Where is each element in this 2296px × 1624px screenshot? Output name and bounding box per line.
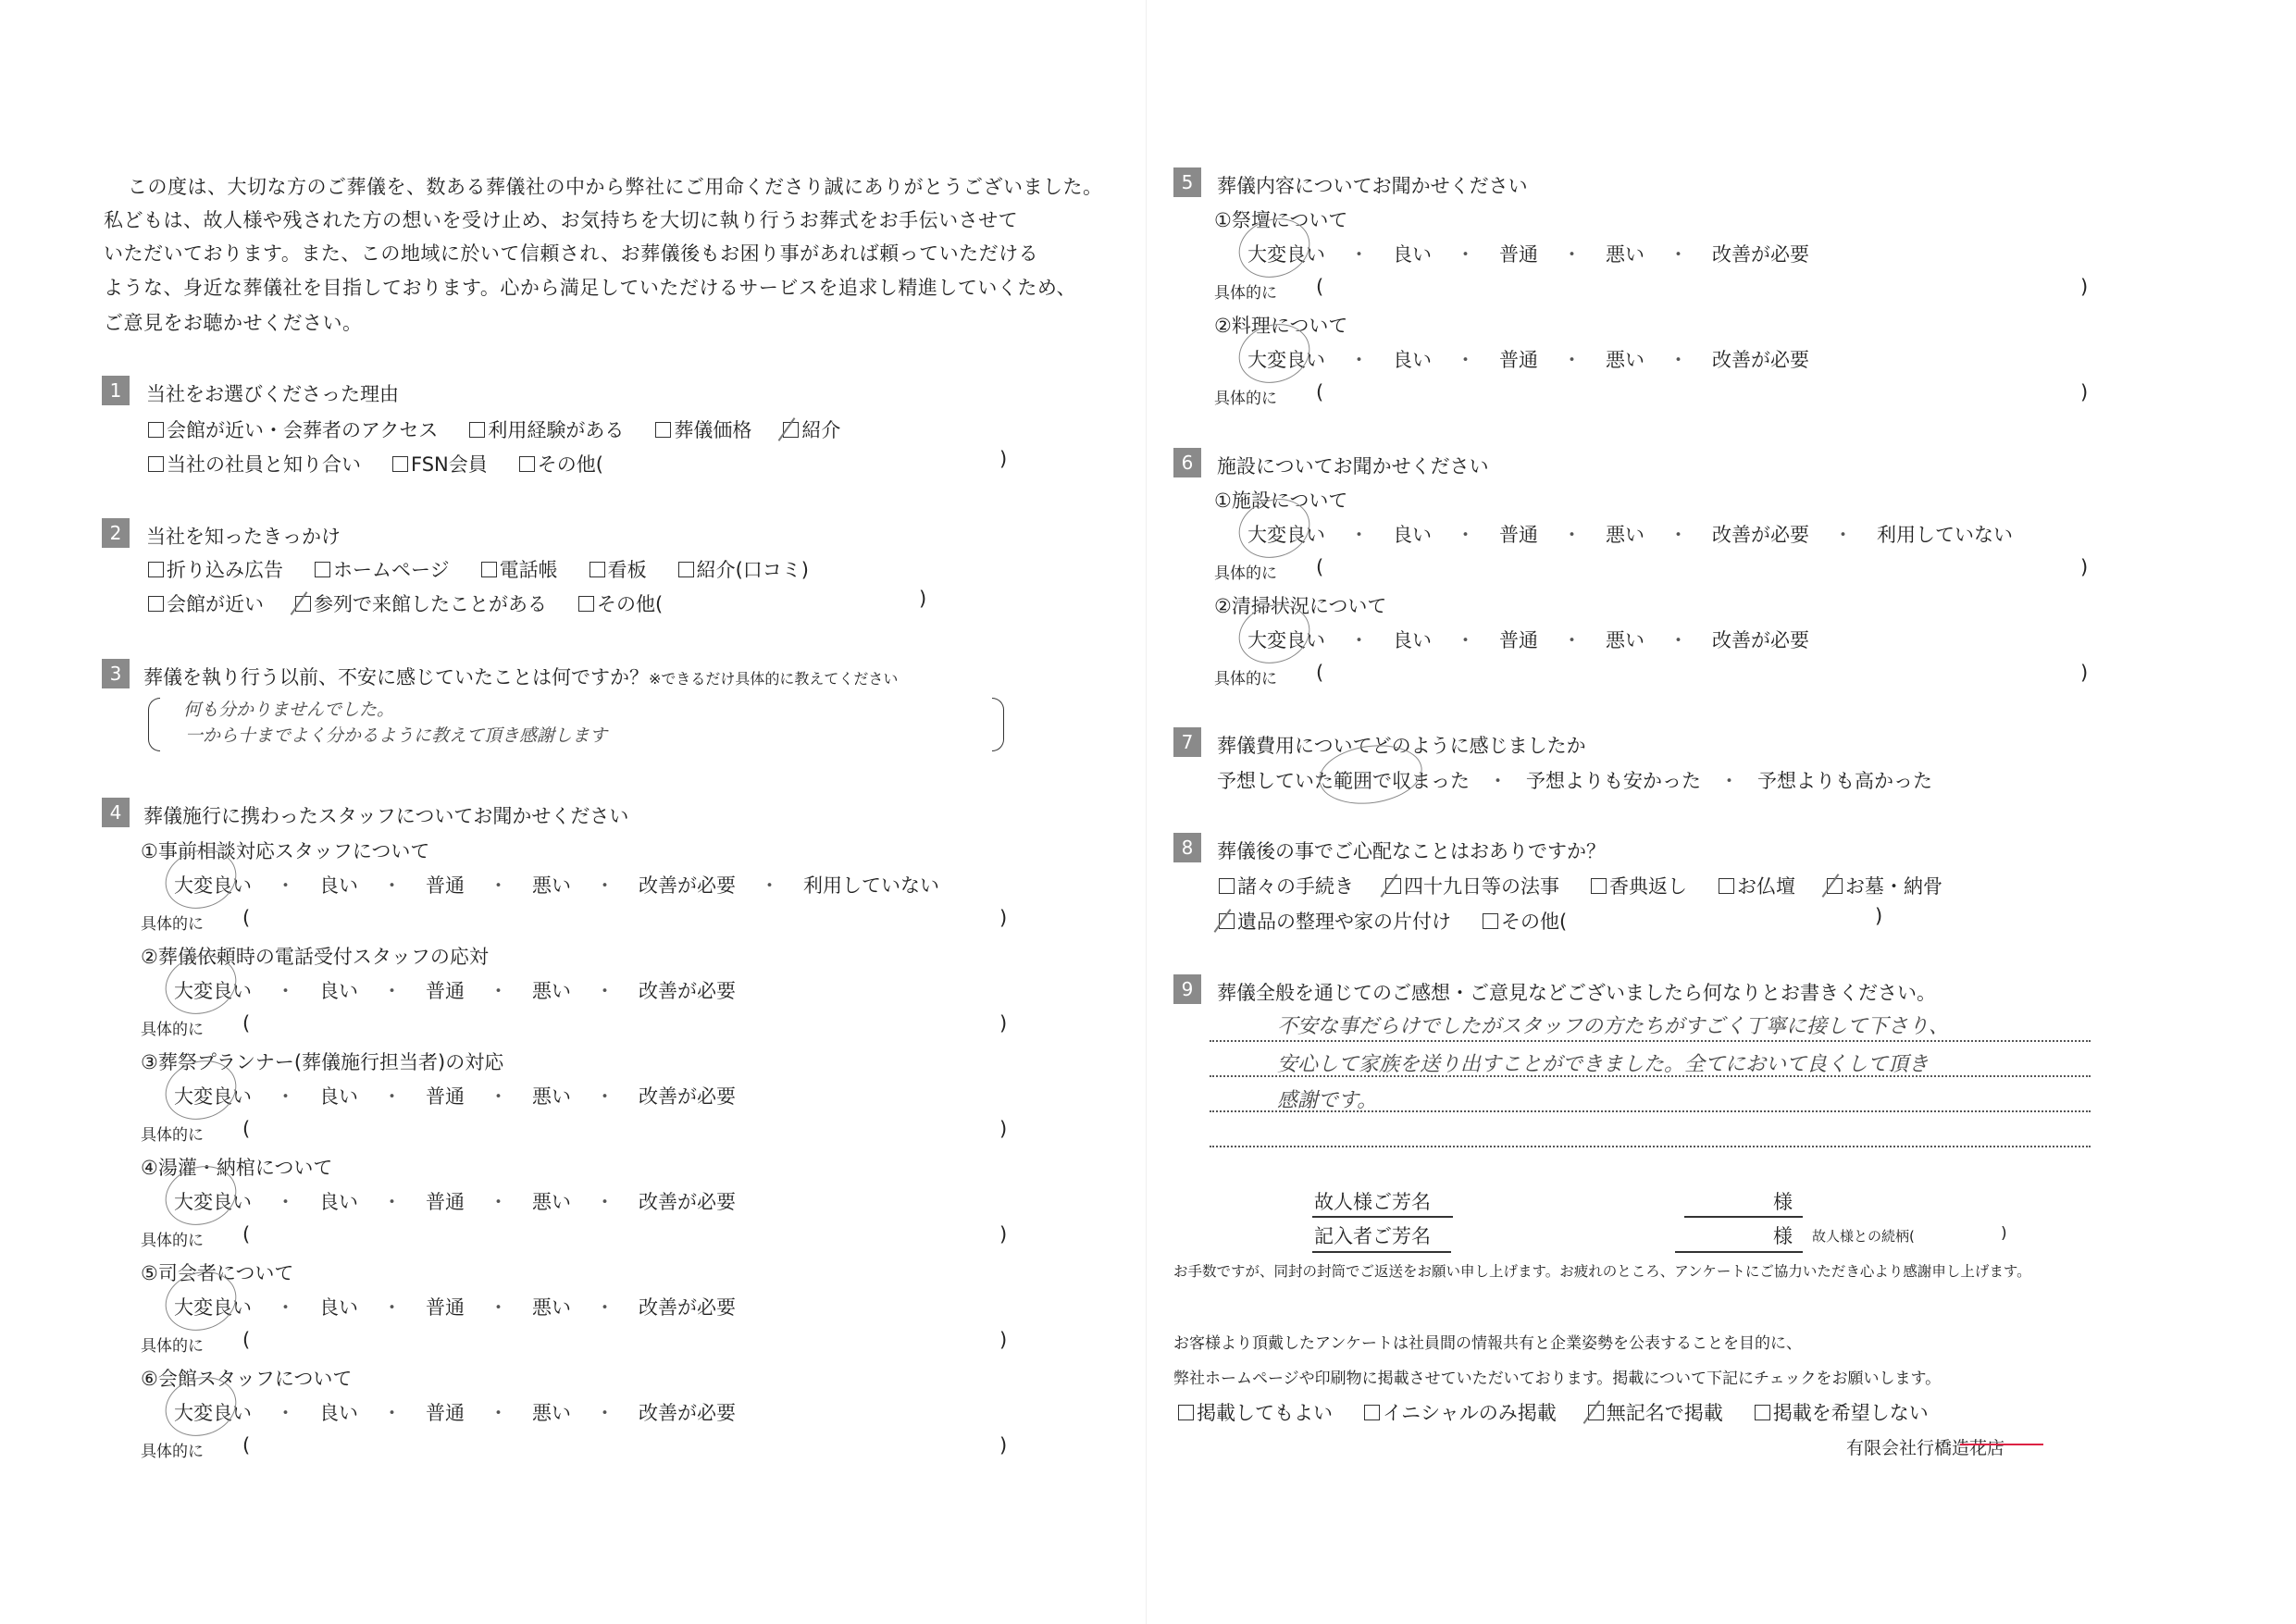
answer-bracket-right bbox=[992, 698, 1004, 751]
comment-line bbox=[1210, 1075, 2091, 1077]
rating-option[interactable]: 改善が必要 bbox=[1712, 243, 1809, 266]
rating-option-selected[interactable]: 大変良い bbox=[1247, 626, 1325, 653]
rating-option[interactable]: 悪い bbox=[1606, 243, 1644, 266]
rating-options: 大変良い ・ 良い ・ 普通 ・ 悪い ・ 改善が必要 bbox=[174, 1293, 736, 1320]
rating-option-selected[interactable]: 大変良い bbox=[1247, 345, 1325, 373]
other-close-paren: ) bbox=[919, 588, 927, 610]
intro-line: ような、身近な葬儀社を目指しております。心から満足していただけるサービスを追求し精進していくため、 bbox=[104, 277, 1076, 299]
rating-option-selected[interactable]: 大変良い bbox=[174, 871, 252, 899]
rating-option-selected[interactable]: 大変良い bbox=[174, 976, 252, 1004]
intro-line: いただいております。また、この地域に於いて信頼され、お葬儀後もお困り事があれば頼っていただける bbox=[104, 242, 1039, 265]
section-number-badge: 2 bbox=[102, 518, 130, 548]
handwritten-answer[interactable]: 何も分かりませんでした。 bbox=[183, 700, 395, 720]
checkbox-icon[interactable] bbox=[1483, 913, 1498, 929]
checkbox-checked-icon[interactable] bbox=[1385, 878, 1401, 894]
rating-option[interactable]: 普通 bbox=[426, 1402, 465, 1424]
rating-item-label: ②葬儀依頼時の電話受付スタッフの応対 bbox=[141, 946, 489, 968]
checkbox-icon[interactable] bbox=[1364, 1405, 1380, 1420]
rating-option[interactable]: 悪い bbox=[532, 1296, 571, 1319]
detail-label: 具体的に bbox=[141, 915, 204, 934]
comment-line bbox=[1210, 1146, 2091, 1147]
rating-option[interactable]: 悪い bbox=[1606, 524, 1644, 546]
relation-close: ) bbox=[2001, 1224, 2007, 1243]
detail-label: 具体的に bbox=[1214, 670, 1277, 688]
rating-option[interactable]: 良い bbox=[1393, 243, 1432, 266]
checkbox-option[interactable]: その他( bbox=[1483, 907, 1567, 935]
return-note: お手数ですが、同封の封筒でご返送をお願い申し上げます。お疲れのところ、アンケートにご協力いただき心より感謝申し上げます。 bbox=[1173, 1263, 2031, 1280]
checkbox-option[interactable]: 四十九日等の法事 bbox=[1385, 872, 1559, 899]
rating-item-label: ④湯灌・納棺について bbox=[141, 1157, 333, 1179]
rating-option[interactable]: 悪い bbox=[1606, 349, 1644, 371]
rating-options: 大変良い ・ 良い ・ 普通 ・ 悪い ・ 改善が必要 bbox=[1247, 626, 1809, 653]
rating-option[interactable]: 改善が必要 bbox=[639, 1191, 736, 1213]
section-title: 当社をお選びくださった理由 bbox=[146, 383, 399, 405]
stamp-mark bbox=[1960, 1444, 2043, 1445]
detail-label: 具体的に bbox=[141, 1021, 204, 1039]
rating-option[interactable]: 良い bbox=[1393, 524, 1432, 546]
rating-option-selected[interactable]: 大変良い bbox=[174, 1082, 252, 1110]
checkbox-option[interactable]: 電話帳 bbox=[481, 555, 558, 583]
checkbox-option[interactable]: 香典返し bbox=[1591, 872, 1687, 899]
rating-options: 大変良い ・ 良い ・ 普通 ・ 悪い ・ 改善が必要 bbox=[1247, 345, 1809, 373]
rating-option-not-used[interactable]: 利用していない bbox=[1877, 524, 2013, 546]
checkbox-option[interactable]: 無記名で掲載 bbox=[1588, 1398, 1723, 1426]
handwritten-comment[interactable]: 安心して家族を送り出すことができました。全てにおいて良くして頂き bbox=[1277, 1053, 1930, 1076]
rating-option[interactable]: 悪い bbox=[532, 874, 571, 897]
rating-item-label: ⑤司会者について bbox=[141, 1262, 294, 1284]
section-number-badge: 1 bbox=[102, 376, 130, 405]
checkbox-icon[interactable] bbox=[392, 456, 408, 472]
section-title: 葬儀後の事でご心配なことはおありですか？ bbox=[1217, 840, 1606, 862]
checkbox-icon[interactable] bbox=[148, 422, 164, 438]
section-number-badge: 6 bbox=[1173, 448, 1201, 477]
checkbox-icon[interactable] bbox=[590, 562, 605, 577]
rating-option[interactable]: 良い bbox=[319, 980, 358, 1002]
writer-name-field[interactable] bbox=[1675, 1251, 1803, 1253]
checkbox-option[interactable]: 参列で来館したことがある bbox=[295, 589, 547, 617]
rating-options: 大変良い ・ 良い ・ 普通 ・ 悪い ・ 改善が必要 bbox=[174, 1398, 736, 1426]
rating-option[interactable]: 普通 bbox=[426, 1085, 465, 1108]
checkbox-icon[interactable] bbox=[315, 562, 330, 577]
comment-line bbox=[1210, 1110, 2091, 1112]
checkbox-option[interactable]: 葬儀価格 bbox=[655, 415, 751, 443]
consent-line: 弊社ホームページや印刷物に掲載させていただいております。掲載について下記にチェックをお願いします。 bbox=[1173, 1370, 1942, 1388]
other-close-paren: ) bbox=[1875, 905, 1883, 927]
section-title: 葬儀費用についてどのように感じましたか bbox=[1217, 735, 1586, 757]
section-title: 葬儀内容についてお聞かせください bbox=[1217, 175, 1528, 197]
detail-label: 具体的に bbox=[141, 1126, 204, 1145]
checkbox-option[interactable]: ホームページ bbox=[315, 555, 450, 583]
comment-line bbox=[1210, 1040, 2091, 1042]
checkbox-option[interactable]: 紹介(口コミ) bbox=[678, 555, 809, 583]
rating-option[interactable]: 普通 bbox=[1499, 524, 1538, 546]
rating-option-not-used[interactable]: 利用していない bbox=[803, 874, 939, 897]
rating-option[interactable]: 悪い bbox=[532, 1402, 571, 1424]
rating-option-selected[interactable]: 大変良い bbox=[174, 1293, 252, 1320]
checkbox-option[interactable]: 看板 bbox=[590, 555, 647, 583]
checkbox-option[interactable]: その他( bbox=[578, 589, 663, 617]
section-number-badge: 8 bbox=[1173, 833, 1201, 862]
checkbox-option[interactable]: イニシャルのみ掲載 bbox=[1364, 1398, 1557, 1426]
rating-option[interactable]: 良い bbox=[319, 1191, 358, 1213]
company-name: 有限会社行橋造花店 bbox=[1846, 1438, 2005, 1458]
detail-label: 具体的に bbox=[1214, 390, 1277, 408]
rating-option[interactable]: 改善が必要 bbox=[1712, 349, 1809, 371]
checkbox-checked-icon[interactable] bbox=[1588, 1405, 1604, 1420]
rating-option[interactable]: 普通 bbox=[426, 874, 465, 897]
rating-option-selected[interactable]: 大変良い bbox=[1247, 520, 1325, 548]
checkbox-option[interactable]: 会館が近い bbox=[148, 589, 264, 617]
checkbox-icon[interactable] bbox=[578, 596, 594, 612]
section-number-badge: 9 bbox=[1173, 974, 1201, 1004]
rating-option-selected[interactable]: 大変良い bbox=[174, 1187, 252, 1215]
section-title: 葬儀を執り行う以前、不安に感じていたことは何ですか？ bbox=[143, 666, 649, 688]
checkbox-option[interactable]: 遺品の整理や家の片付け bbox=[1219, 907, 1451, 935]
rating-options: 大変良い ・ 良い ・ 普通 ・ 悪い ・ 改善が必要 bbox=[174, 976, 736, 1004]
checkbox-icon[interactable] bbox=[519, 456, 535, 472]
rating-item-label: ③葬祭プランナー(葬儀施行担当者)の対応 bbox=[141, 1051, 504, 1073]
intro-line: この度は、大切な方のご葬儀を、数ある葬儀社の中から弊社にご用命くださり誠にありがとうございました。 bbox=[128, 176, 1103, 198]
rating-option[interactable]: 良い bbox=[319, 1085, 358, 1108]
rating-option[interactable]: 普通 bbox=[1499, 629, 1538, 651]
rating-options: 大変良い ・ 良い ・ 普通 ・ 悪い ・ 改善が必要 bbox=[174, 1082, 736, 1110]
rating-options: 大変良い ・ 良い ・ 普通 ・ 悪い ・ 改善が必要 bbox=[174, 1187, 736, 1215]
rating-options: 大変良い ・ 良い ・ 普通 ・ 悪い ・ 改善が必要 ・ 利用していない bbox=[1247, 520, 2013, 548]
rating-options: 大変良い ・ 良い ・ 普通 ・ 悪い ・ 改善が必要 ・ 利用していない bbox=[174, 871, 939, 899]
rating-option[interactable]: 改善が必要 bbox=[639, 1402, 736, 1424]
detail-label: 具体的に bbox=[141, 1443, 204, 1461]
section-number-badge: 3 bbox=[102, 659, 130, 688]
rating-option-selected[interactable]: 大変良い bbox=[1247, 240, 1325, 267]
other-close-paren: ) bbox=[999, 448, 1008, 470]
rating-option[interactable]: 良い bbox=[319, 1402, 358, 1424]
detail-label: 具体的に bbox=[1214, 284, 1277, 303]
checkbox-icon[interactable] bbox=[148, 596, 164, 612]
checkbox-option[interactable]: 紹介 bbox=[783, 415, 840, 443]
checkbox-icon[interactable] bbox=[678, 562, 694, 577]
handwritten-comment[interactable]: 不安な事だらけでしたがスタッフの方たちがすごく丁寧に接して下さり、 bbox=[1277, 1015, 1950, 1038]
checkbox-icon[interactable] bbox=[1178, 1405, 1194, 1420]
checkbox-option[interactable]: 会館が近い・会葬者のアクセス bbox=[148, 415, 438, 443]
cost-option[interactable]: 予想よりも安かった bbox=[1526, 770, 1701, 792]
rating-option[interactable]: 改善が必要 bbox=[1712, 629, 1809, 651]
section-title: 当社を知ったきっかけ bbox=[146, 526, 341, 548]
checkbox-option[interactable]: 諸々の手続き bbox=[1219, 872, 1354, 899]
rating-item-label: ⑥会館スタッフについて bbox=[141, 1368, 353, 1390]
rating-item-label: ②料理について bbox=[1214, 315, 1348, 337]
intro-line: ご意見をお聴かせください。 bbox=[104, 312, 363, 334]
page-fold bbox=[1146, 0, 1147, 1624]
checkbox-option[interactable]: その他( bbox=[519, 450, 603, 477]
checkbox-icon[interactable] bbox=[481, 562, 497, 577]
checkbox-option[interactable]: 掲載を希望しない bbox=[1755, 1398, 1929, 1426]
rating-option[interactable]: 悪い bbox=[1606, 629, 1644, 651]
rating-option[interactable]: 悪い bbox=[532, 1085, 571, 1108]
rating-option[interactable]: 改善が必要 bbox=[639, 1296, 736, 1319]
checkbox-icon[interactable] bbox=[655, 422, 671, 438]
section-title: 葬儀全般を通じてのご感想・ご意見などございましたら何なりとお書きください。 bbox=[1217, 982, 1936, 1004]
rating-option[interactable]: 良い bbox=[319, 1296, 358, 1319]
checkbox-icon[interactable] bbox=[1591, 878, 1607, 894]
rating-option[interactable]: 普通 bbox=[426, 1191, 465, 1213]
writer-name-label: 記入者ご芳名 bbox=[1314, 1225, 1431, 1247]
checkbox-option[interactable]: 折り込み広告 bbox=[148, 555, 283, 583]
answer-bracket-left bbox=[148, 698, 160, 751]
rating-option[interactable]: 悪い bbox=[532, 1191, 571, 1213]
detail-label: 具体的に bbox=[1214, 564, 1277, 583]
handwritten-answer[interactable]: 一から十までよく分かるように教えて頂き感謝します bbox=[185, 725, 608, 746]
checkbox-option[interactable]: 利用経験がある bbox=[469, 415, 624, 443]
deceased-name-label: 故人様ご芳名 bbox=[1314, 1191, 1431, 1213]
checkbox-checked-icon[interactable] bbox=[1219, 913, 1235, 929]
checkbox-option[interactable]: お墓・納骨 bbox=[1827, 872, 1942, 899]
section-number-badge: 4 bbox=[102, 798, 130, 827]
rating-option[interactable]: 改善が必要 bbox=[639, 1085, 736, 1108]
section-title: 葬儀施行に携わったスタッフについてお聞かせください bbox=[143, 805, 629, 827]
checkbox-icon[interactable] bbox=[148, 562, 164, 577]
cost-option[interactable]: 予想よりも高かった bbox=[1757, 770, 1932, 792]
rating-item-label: ②清掃状況について bbox=[1214, 595, 1387, 617]
honorific: 様 bbox=[1773, 1191, 1793, 1213]
rating-option[interactable]: 普通 bbox=[426, 1296, 465, 1319]
rating-option[interactable]: 改善が必要 bbox=[639, 874, 736, 897]
section-note: ※できるだけ具体的に教えてください bbox=[649, 670, 899, 688]
checkbox-option[interactable]: 掲載してもよい bbox=[1178, 1398, 1333, 1426]
rating-option[interactable]: 普通 bbox=[1499, 243, 1538, 266]
rating-option[interactable]: 普通 bbox=[1499, 349, 1538, 371]
rating-option[interactable]: 改善が必要 bbox=[639, 980, 736, 1002]
handwritten-comment[interactable]: 感謝です。 bbox=[1277, 1089, 1378, 1112]
detail-label: 具体的に bbox=[141, 1337, 204, 1356]
rating-item-label: ①事前相談対応スタッフについて bbox=[141, 840, 430, 862]
checkbox-icon[interactable] bbox=[1755, 1405, 1770, 1420]
honorific: 様 bbox=[1773, 1225, 1793, 1247]
intro-line: 私どもは、故人様や残された方の想いを受け止め、お気持ちを大切に執り行うお葬式をお手伝いさせて bbox=[104, 209, 1019, 231]
rating-option[interactable]: 改善が必要 bbox=[1712, 524, 1809, 546]
rating-item-label: ①施設について bbox=[1214, 490, 1348, 512]
deceased-name-field[interactable] bbox=[1684, 1216, 1803, 1218]
checkbox-icon[interactable] bbox=[1219, 878, 1235, 894]
rating-option[interactable]: 良い bbox=[1393, 629, 1432, 651]
checkbox-checked-icon[interactable] bbox=[295, 596, 311, 612]
checkbox-icon[interactable] bbox=[148, 456, 164, 472]
section-number-badge: 7 bbox=[1173, 727, 1201, 757]
detail-label: 具体的に bbox=[141, 1232, 204, 1250]
rating-option[interactable]: 普通 bbox=[426, 980, 465, 1002]
consent-line: お客様より頂戴したアンケートは社員間の情報共有と企業姿勢を公表することを目的に、 bbox=[1173, 1334, 1802, 1353]
cost-options: 予想していた範囲で収まった ・ 予想よりも安かった ・ 予想よりも高かった bbox=[1217, 766, 1932, 794]
section-number-badge: 5 bbox=[1173, 167, 1201, 197]
rating-option[interactable]: 良い bbox=[319, 874, 358, 897]
checkbox-icon[interactable] bbox=[469, 422, 485, 438]
rating-options: 大変良い ・ 良い ・ 普通 ・ 悪い ・ 改善が必要 bbox=[1247, 240, 1809, 267]
checkbox-icon[interactable] bbox=[1719, 878, 1734, 894]
checkbox-option[interactable]: FSN会員 bbox=[392, 450, 488, 477]
rating-option[interactable]: 悪い bbox=[532, 980, 571, 1002]
cost-option-selected[interactable]: 予想していた範囲で収まった bbox=[1217, 766, 1470, 794]
section-title: 施設についてお聞かせください bbox=[1217, 455, 1489, 477]
checkbox-checked-icon[interactable] bbox=[1827, 878, 1843, 894]
checkbox-option[interactable]: 当社の社員と知り合い bbox=[148, 450, 361, 477]
rating-item-label: ①祭壇について bbox=[1214, 209, 1348, 231]
checkbox-checked-icon[interactable] bbox=[783, 422, 799, 438]
relation-label: 故人様との続柄( bbox=[1812, 1228, 1915, 1245]
checkbox-option[interactable]: お仏壇 bbox=[1719, 872, 1795, 899]
rating-option[interactable]: 良い bbox=[1393, 349, 1432, 371]
rating-option-selected[interactable]: 大変良い bbox=[174, 1398, 252, 1426]
